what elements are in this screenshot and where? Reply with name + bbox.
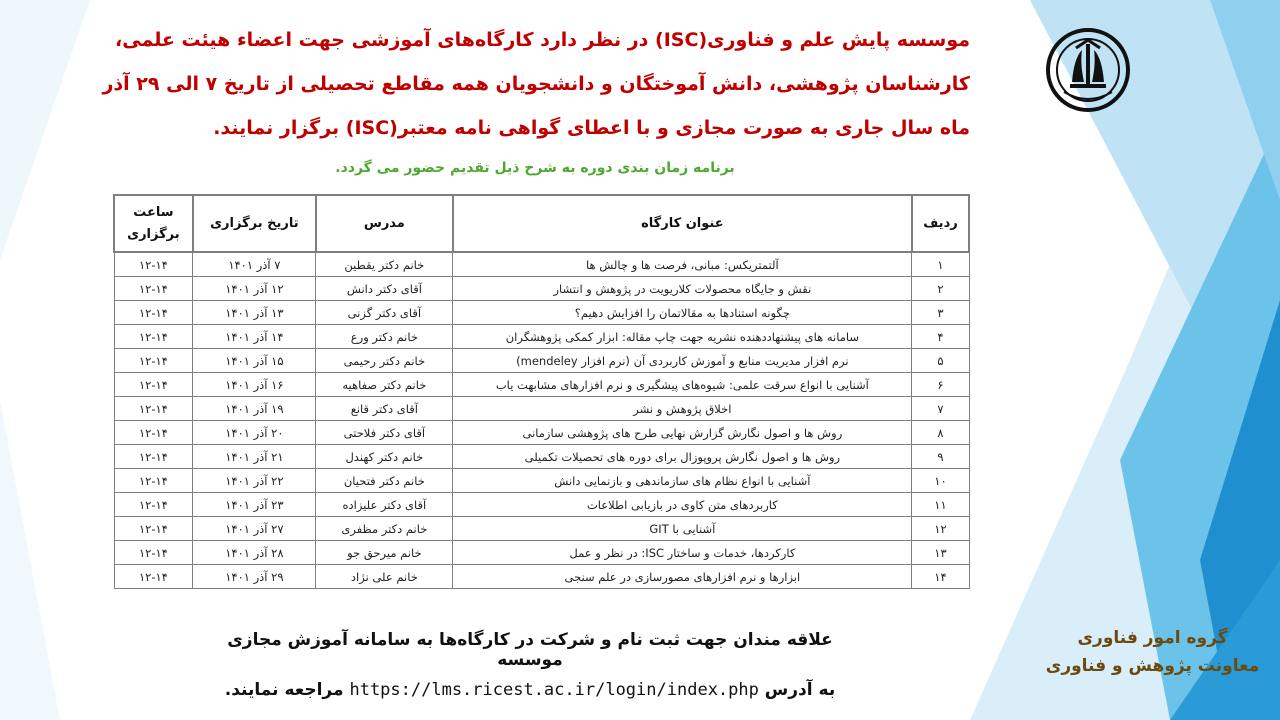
cell-workshop-title: کارکردها، خدمات و ساختار ISC: در نظر و عمل xyxy=(453,541,912,565)
cell-teacher: آقای دکتر دانش xyxy=(316,277,453,301)
cell-date: ۲۹ آذر ۱۴۰۱ xyxy=(193,565,316,589)
table-row xyxy=(114,541,969,565)
cell-row-number: ۷ xyxy=(912,397,969,421)
table-row xyxy=(114,325,969,349)
cell-date: ۱۳ آذر ۱۴۰۱ xyxy=(193,301,316,325)
cell-teacher: آقای دکتر علیزاده xyxy=(316,493,453,517)
cell-workshop-title: نرم افزار مدیریت منابع و آموزش کاربردی آن (نرم افزار mendeley) xyxy=(453,349,912,373)
table-row xyxy=(114,469,969,493)
cell-teacher: خانم دکتر رحیمی xyxy=(316,349,453,373)
schedule-subtitle: برنامه زمان بندی دوره به شرح ذیل تقدیم حضور می گردد. xyxy=(335,160,735,176)
left-decorative-shapes xyxy=(0,0,90,720)
table-row xyxy=(114,517,969,541)
cell-row-number: ۹ xyxy=(912,445,969,469)
cell-workshop-title: ابزارها و نرم افزارهای مصورسازی در علم سنجی xyxy=(453,565,912,589)
cell-row-number: ۱۲ xyxy=(912,517,969,541)
cell-date: ۱۲ آذر ۱۴۰۱ xyxy=(193,277,316,301)
workshop-schedule-table xyxy=(113,194,970,589)
cell-row-number: ۴ xyxy=(912,325,969,349)
cell-time: ۱۲-۱۴ xyxy=(114,565,193,589)
cell-workshop-title: آشنایی با GIT xyxy=(453,517,912,541)
table-row xyxy=(114,565,969,589)
table-row xyxy=(114,349,969,373)
table-row xyxy=(114,397,969,421)
header-row-number: ردیف xyxy=(912,195,969,252)
table-row xyxy=(114,277,969,301)
cell-teacher: خانم میرحق جو xyxy=(316,541,453,565)
cell-date: ۷ آذر ۱۴۰۱ xyxy=(193,252,316,277)
cell-workshop-title: سامانه های پیشنهاددهنده نشریه جهت چاپ مقاله: ابزار کمکی پژوهشگران xyxy=(453,325,912,349)
cell-date: ۲۳ آذر ۱۴۰۱ xyxy=(193,493,316,517)
cell-date: ۲۸ آذر ۱۴۰۱ xyxy=(193,541,316,565)
cell-time: ۱۲-۱۴ xyxy=(114,252,193,277)
cell-time: ۱۲-۱۴ xyxy=(114,373,193,397)
cell-row-number: ۱۱ xyxy=(912,493,969,517)
cell-date: ۲۰ آذر ۱۴۰۱ xyxy=(193,421,316,445)
university-crest-icon xyxy=(1046,28,1130,112)
cell-time: ۱۲-۱۴ xyxy=(114,421,193,445)
cell-teacher: آقای دکتر قانع xyxy=(316,397,453,421)
header-teacher: مدرس xyxy=(316,195,453,252)
cell-time: ۱۲-۱۴ xyxy=(114,325,193,349)
cell-teacher: خانم دکتر ورع xyxy=(316,325,453,349)
cell-time: ۱۲-۱۴ xyxy=(114,445,193,469)
cell-time: ۱۲-۱۴ xyxy=(114,493,193,517)
table-row xyxy=(114,493,969,517)
header-date: تاریخ برگزاری xyxy=(193,195,316,252)
table-header-row xyxy=(114,195,969,252)
cell-workshop-title: چگونه استنادها به مقالاتمان را افزایش دهیم؟ xyxy=(453,301,912,325)
cell-workshop-title: آشنایی با انواع نظام های سازماندهی و بازنمایی دانش xyxy=(453,469,912,493)
registration-suffix: مراجعه نمایند. xyxy=(224,680,344,700)
cell-date: ۲۲ آذر ۱۴۰۱ xyxy=(193,469,316,493)
cell-date: ۱۵ آذر ۱۴۰۱ xyxy=(193,349,316,373)
lms-url-link[interactable]: https://lms.ricest.ac.ir/login/index.php xyxy=(349,680,759,700)
cell-workshop-title: آلتمتریکس: مبانی، فرصت ها و چالش ها xyxy=(453,252,912,277)
cell-row-number: ۳ xyxy=(912,301,969,325)
cell-row-number: ۲ xyxy=(912,277,969,301)
cell-workshop-title: نقش و جایگاه محصولات کلاریویت در پژوهش و انتشار xyxy=(453,277,912,301)
cell-teacher: خانم دکتر مظفری xyxy=(316,517,453,541)
cell-row-number: ۱۴ xyxy=(912,565,969,589)
cell-time: ۱۲-۱۴ xyxy=(114,397,193,421)
header-workshop-title: عنوان کارگاه xyxy=(453,195,912,252)
cell-teacher: خانم علی نژاد xyxy=(316,565,453,589)
cell-row-number: ۱ xyxy=(912,252,969,277)
table-row xyxy=(114,373,969,397)
table-row xyxy=(114,252,969,277)
cell-date: ۱۶ آذر ۱۴۰۱ xyxy=(193,373,316,397)
cell-workshop-title: کاربردهای متن کاوی در بازیابی اطلاعات xyxy=(453,493,912,517)
cell-teacher: آقای دکتر فلاحتی xyxy=(316,421,453,445)
intro-announcement: موسسه پایش علم و فناوری(ISC) در نظر دارد کارگاه‌های آموزشی جهت اعضاء هیئت علمی، کارشناسان پژوهشی، دانش آموختگان و دانشجویان همه مقاطع تحصیلی از تاریخ ۷ الی ۲۹ آذر ماه سال جاری به صورت مجازی و با اعطای گواهی نامه معتبر(ISC) برگزار نمایند. xyxy=(102,29,970,139)
cell-date: ۱۹ آذر ۱۴۰۱ xyxy=(193,397,316,421)
cell-time: ۱۲-۱۴ xyxy=(114,469,193,493)
registration-prefix: به آدرس xyxy=(764,680,836,700)
table-row xyxy=(114,421,969,445)
cell-time: ۱۲-۱۴ xyxy=(114,349,193,373)
cell-teacher: آقای دکتر گزنی xyxy=(316,301,453,325)
registration-note-line2 xyxy=(200,680,860,700)
cell-row-number: ۵ xyxy=(912,349,969,373)
cell-date: ۱۴ آذر ۱۴۰۱ xyxy=(193,325,316,349)
department-division: معاونت پژوهش و فناوری xyxy=(1045,656,1260,676)
cell-row-number: ۱۰ xyxy=(912,469,969,493)
cell-teacher: خانم دکتر فتحیان xyxy=(316,469,453,493)
cell-teacher: خانم دکتر صفاهیه xyxy=(316,373,453,397)
cell-row-number: ۸ xyxy=(912,421,969,445)
cell-time: ۱۲-۱۴ xyxy=(114,277,193,301)
table-row xyxy=(114,301,969,325)
cell-date: ۲۱ آذر ۱۴۰۱ xyxy=(193,445,316,469)
cell-workshop-title: روش ها و اصول نگارش پروپوزال برای دوره های تحصیلات تکمیلی xyxy=(453,445,912,469)
cell-workshop-title: روش ها و اصول نگارش گزارش نهایی طرح های پژوهشی سازمانی xyxy=(453,421,912,445)
cell-time: ۱۲-۱۴ xyxy=(114,541,193,565)
cell-date: ۲۷ آذر ۱۴۰۱ xyxy=(193,517,316,541)
cell-row-number: ۱۳ xyxy=(912,541,969,565)
cell-teacher: خانم دکتر یقطین xyxy=(316,252,453,277)
department-name: گروه امور فناوری xyxy=(1077,628,1228,648)
header-time: ساعت برگزاری xyxy=(114,195,193,252)
cell-workshop-title: اخلاق پژوهش و نشر xyxy=(453,397,912,421)
table-row xyxy=(114,445,969,469)
cell-time: ۱۲-۱۴ xyxy=(114,301,193,325)
cell-row-number: ۶ xyxy=(912,373,969,397)
cell-teacher: خانم دکتر کهندل xyxy=(316,445,453,469)
cell-workshop-title: آشنایی با انواع سرقت علمی: شیوه‌های پیشگیری و نرم افزارهای مشابهت یاب xyxy=(453,373,912,397)
registration-note-line1: علاقه مندان جهت ثبت نام و شرکت در کارگاه‌ها به سامانه آموزش مجازی موسسه xyxy=(227,630,833,670)
cell-time: ۱۲-۱۴ xyxy=(114,517,193,541)
